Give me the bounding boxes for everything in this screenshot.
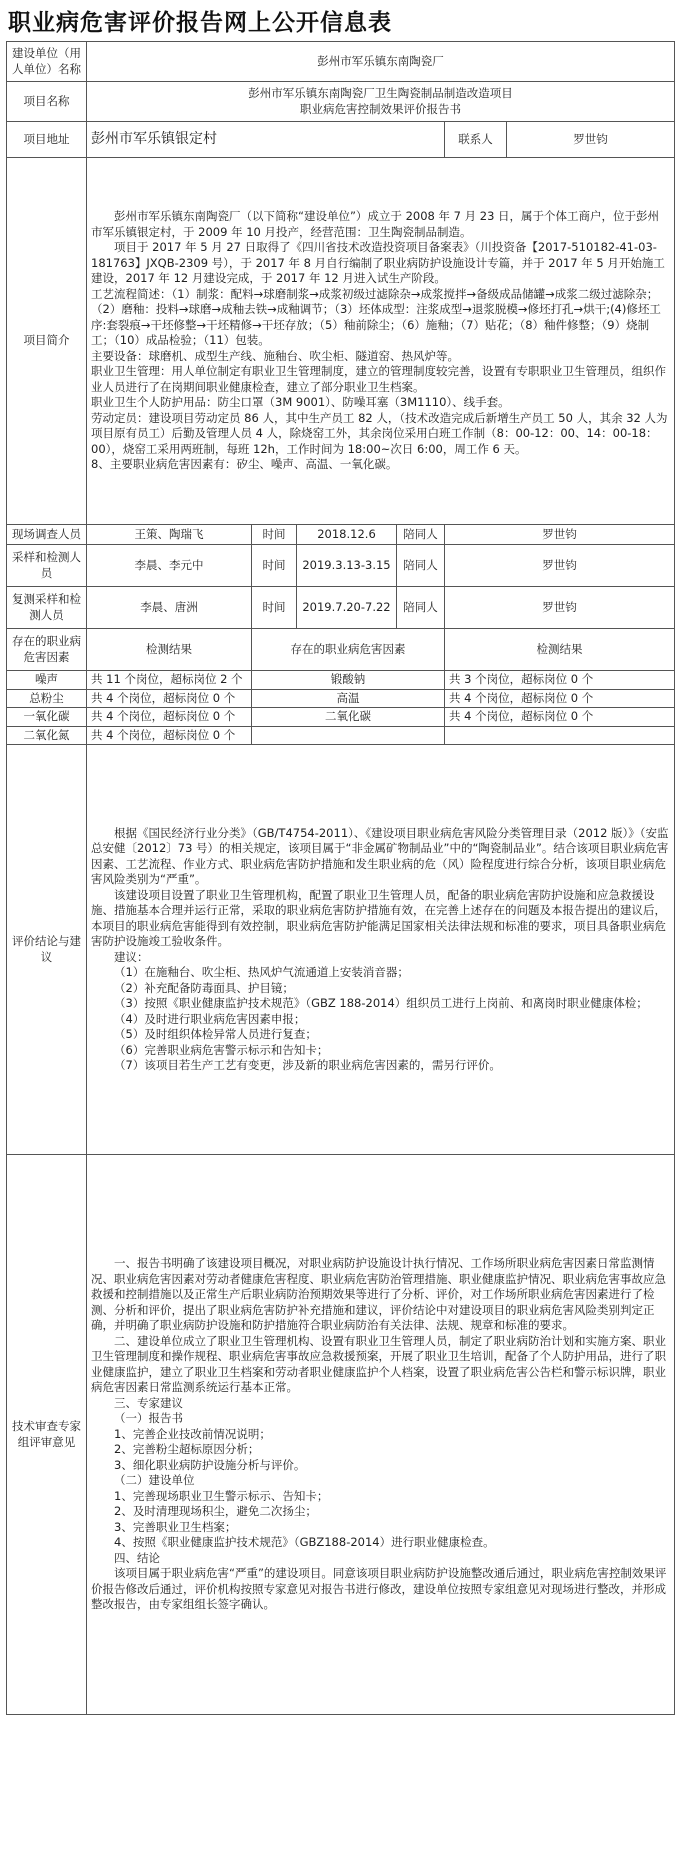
hazard-result: 共 4 个岗位，超标岗位 0 个: [445, 689, 675, 708]
sampling-escort: 罗世钧: [445, 545, 675, 587]
conclusion-paragraph: 根据《国民经济行业分类》（GB/T4754-2011）、《建设项目职业病危害风险分类管理目录（2012 版）》（安监总安健〔2012〕73 号）的相关规定，该项目属于“非金属矿物制品业”中的“陶瓷制品业”。结合该项目职业病危害因素、工艺流程、作业方式、职业病危害防护措施和发生职业病的危（风）险程度进行综合分析，该项目职业病危害风险类别为“严重”。: [91, 825, 669, 886]
project-brief: [87, 158, 675, 525]
unit-name: 彭州市军乐镇东南陶瓷厂: [87, 42, 675, 82]
review-paragraph: 2、完善粉尘超标原因分析；: [114, 1442, 260, 1457]
hazard-factor: 一氧化碳: [7, 708, 87, 727]
hazard-row: [7, 708, 675, 727]
label-survey: 现场调查人员: [7, 525, 87, 545]
conclusion-paragraph: 该建设项目设置了职业卫生管理机构，配置了职业卫生管理人员，配备的职业病危害防护设施和应急救援设施、措施基本合理并运行正常，采取的职业病危害防护措施有效，在完善上述存在的问题及本报告提出的建议后，本项目的职业病危害能得到有效控制，职业病危害防护能满足国家相关法律法规和标准的要求，项目具备职业病危害防护设施竣工验收条件。: [91, 887, 666, 948]
brief-paragraph: 职业卫生管理：用人单位制定有职业卫生管理制度，建立的管理制度较完善，设置有专职职业卫生管理员，组织作业人员进行了在岗期间职业健康检查，建立了部分职业卫生档案。: [91, 364, 666, 394]
survey-escort: 罗世钧: [445, 525, 675, 545]
resampling-people: 李晨、唐洲: [87, 587, 252, 629]
project-address: 彭州市军乐镇银定村: [87, 122, 445, 158]
hazard-result: 共 4 个岗位，超标岗位 0 个: [87, 708, 252, 727]
review-paragraph: 该项目属于职业病危害“严重”的建设项目。同意该项目职业病防护设施整改通后通过，职业病危害控制效果评价报告修改后通过，评价机构按照专家意见对报告书进行修改，建设单位按照专家组意见对现场进行整改，并形成整改报告，由专家组组长签字确认。: [91, 1566, 667, 1612]
label-review: 技术审查专家组评审意见: [7, 1155, 87, 1715]
page-title: 职业病危害评价报告网上公开信息表: [8, 10, 392, 36]
review-paragraph: 4、按照《职业健康监护技术规范》（GBZ188-2014）进行职业健康检查。: [114, 1535, 495, 1550]
hazard-result: 共 4 个岗位，超标岗位 0 个: [87, 689, 252, 708]
project-name-line-2: 职业病危害控制效果评价报告书: [300, 101, 462, 116]
label-contact: 联系人: [445, 122, 507, 158]
row-unit: [7, 42, 675, 82]
review-paragraph: 3、细化职业病防护设施分析与评价。: [114, 1457, 306, 1472]
hazard-result: 共 3 个岗位，超标岗位 0 个: [445, 671, 675, 690]
project-name: [87, 82, 675, 122]
hazard-factor: 锻酸钠: [252, 671, 445, 690]
sampling-time: 2019.3.13-3.15: [297, 545, 397, 587]
conclusion-item: （1）在施釉台、吹尘柜、热风炉气流通道上安装消音器；: [114, 965, 409, 979]
survey-time-label: 时间: [252, 525, 297, 545]
project-name-line-1: 彭州市军乐镇东南陶瓷厂卫生陶瓷制品制造改造项目: [248, 86, 513, 100]
label-results-2: 检测结果: [445, 629, 675, 671]
label-hazards-2: 存在的职业病危害因素: [252, 629, 445, 671]
hazard-row: [7, 671, 675, 690]
review-paragraph: 四、结论: [114, 1550, 160, 1565]
label-project-name: 项目名称: [7, 82, 87, 122]
row-sampling: [7, 545, 675, 587]
label-address: 项目地址: [7, 122, 87, 158]
evaluation-conclusion: [87, 745, 675, 1155]
label-conclusion: 评价结论与建议: [7, 745, 87, 1155]
row-brief: [7, 158, 675, 525]
expert-review: [87, 1155, 675, 1715]
hazard-factor: 总粉尘: [7, 689, 87, 708]
brief-paragraph: 工艺流程简述：（1）制浆：配料→球磨制浆→成浆初级过滤除杂→成浆搅拌→备级成品储罐→成浆二级过滤除杂；（2）磨釉：投料→球磨→成釉去铁→成釉调节；（3）坯体成型：注浆成型→退浆脱模→修坯打孔→烘干;(4)修坯工序:套裂痕→干坯修整→干坯精修→干坯存放；（5）釉前除尘；（6）施釉；（7）贴花；（8）釉件修整；（9）烧制工；（10）成品检验；（11）包装。: [91, 286, 661, 348]
hazard-result: 共 4 个岗位，超标岗位 0 个: [87, 726, 252, 745]
label-sampling: 采样和检测人员: [7, 545, 87, 587]
hazard-factor: [252, 726, 445, 745]
row-address: [7, 122, 675, 158]
review-paragraph: 二、建设单位成立了职业卫生管理机构、设置有职业卫生管理人员，制定了职业病防治计划和实施方案、职业卫生管理制度和操作规程、职业病危害事故应急救援预案，开展了职业卫生培训，配备了个人防护用品，进行了职业健康监护，建立了职业卫生档案和劳动者职业健康监护个人档案，设置了职业病危害公告栏和警示标识牌，职业病危害因素日常监测系统运行基本正常。: [91, 1333, 666, 1395]
hazard-row: [7, 689, 675, 708]
hazard-factor: 二氧化氮: [7, 726, 87, 745]
review-paragraph: （一）报告书: [114, 1411, 183, 1426]
conclusion-item: （5）及时组织体检异常人员进行复查；: [114, 1027, 317, 1041]
review-paragraph: （二）建设单位: [114, 1473, 195, 1488]
info-table: [6, 41, 675, 1715]
conclusion-item: （6）完善职业病危害警示标示和告知卡；: [114, 1042, 329, 1057]
conclusion-item: （2）补充配备防毒面具、护目镜；: [114, 980, 294, 995]
hazard-result: 共 11 个岗位，超标岗位 2 个: [87, 671, 252, 690]
survey-people: 王策、陶瑞飞: [87, 525, 252, 545]
hazard-result: 共 4 个岗位，超标岗位 0 个: [445, 708, 675, 727]
sampling-time-label: 时间: [252, 545, 297, 587]
review-paragraph: 一、报告书明确了该建设项目概况，对职业病防护设施设计执行情况、工作场所职业病危害因素日常监测情况、职业病危害因素对劳动者健康危害程度、职业病危害防治管理措施、职业健康监护情况、职业病危害事故应急救援和控制措施以及正常生产后职业病防治预期效果等进行了分析、评价，对工作场所职业病危害因素进行了检测、分析和评价，提出了职业病危害防护补充措施和建议，评价结论中对建设项目的职业病危害风险类别判定正确，并明确了职业病防护设施和防护措施符合职业病防治有关法律、法规、规章和标准的要求。: [91, 1256, 666, 1333]
hazard-result: [445, 726, 675, 745]
label-hazards-1: 存在的职业病危害因素: [7, 629, 87, 671]
brief-paragraph: 劳动定员：建设项目劳动定员 86 人，其中生产员工 82 人，（技术改造完成后新增生产员工 50 人，其余 32 人为项目原有员工）后勤及管理人员 4 人，除烧窑工外，其余岗位采用白班工作制（8：00-12：00、14：00-18：00），烧窑工采用两班制，每班 12h，工作时间为 18:00~次日 6:00，周工作 6 天。: [91, 410, 668, 456]
hazard-factor: 高温: [252, 689, 445, 708]
hazard-factor: 噪声: [7, 671, 87, 690]
brief-paragraph: 职业卫生个人防护用品：防尘口罩（3M 9001）、防噪耳塞（3M1110）、线手套。: [91, 395, 510, 410]
label-results-1: 检测结果: [87, 629, 252, 671]
survey-escort-label: 陪同人: [397, 525, 445, 545]
row-project-name: [7, 82, 675, 122]
review-paragraph: 三、专家建议: [114, 1395, 183, 1410]
conclusion-paragraph: 建议：: [114, 949, 149, 964]
label-resampling: 复测采样和检测人员: [7, 587, 87, 629]
review-paragraph: 1、完善现场职业卫生警示标示、告知卡；: [114, 1488, 329, 1503]
hazard-row: [7, 726, 675, 745]
resampling-escort: 罗世钧: [445, 587, 675, 629]
brief-paragraph: 项目于 2017 年 5 月 27 日取得了《四川省技术改造投资项目备案表》（川投资备【2017-510182-41-03-181763】JXQB-2309 号），于 2017 年 8 月自行编制了职业病防护设施设计专篇，并于 2017 年 5 月开始施工建设，2017 年 12 月建设完成，于 2017 年 12 月进入试生产阶段。: [91, 240, 665, 286]
row-resampling: [7, 587, 675, 629]
review-paragraph: 3、完善职业卫生档案；: [114, 1519, 237, 1534]
resampling-time-label: 时间: [252, 587, 297, 629]
label-brief: 项目简介: [7, 158, 87, 525]
resampling-time: 2019.7.20-7.22: [297, 587, 397, 629]
hazard-factor: 二氧化碳: [252, 708, 445, 727]
row-review: [7, 1155, 675, 1715]
conclusion-item: （4）及时进行职业病危害因素申报；: [114, 1011, 306, 1026]
row-conclusion: [7, 745, 675, 1155]
conclusion-item: （3）按照《职业健康监护技术规范》（GBZ 188-2014）组织员工进行上岗前、和离岗时职业健康体检；: [114, 996, 648, 1010]
brief-paragraph: 8、主要职业病危害因素有：矽尘、噪声、高温、一氧化碳。: [91, 457, 398, 472]
sampling-people: 李晨、李元中: [87, 545, 252, 587]
brief-paragraph: 主要设备：球磨机、成型生产线、施釉台、吹尘柜、隧道窑、热风炉等。: [91, 348, 459, 363]
review-paragraph: 2、及时清理现场积尘，避免二次扬尘；: [114, 1504, 317, 1519]
row-survey: [7, 525, 675, 545]
sampling-escort-label: 陪同人: [397, 545, 445, 587]
resampling-escort-label: 陪同人: [397, 587, 445, 629]
review-paragraph: 1、完善企业技改前情况说明；: [114, 1426, 271, 1441]
survey-time: 2018.12.6: [297, 525, 397, 545]
row-hazard-header: [7, 629, 675, 671]
contact-person: 罗世钧: [507, 122, 675, 158]
conclusion-item: （7）该项目若生产工艺有变更，涉及新的职业病危害因素的，需另行评价。: [114, 1058, 501, 1072]
label-unit: 建设单位（用人单位）名称: [7, 42, 87, 82]
brief-paragraph: 彭州市军乐镇东南陶瓷厂（以下简称“建设单位”）成立于 2008 年 7 月 23 日，属于个体工商户，位于彭州市军乐镇银定村，于 2009 年 10 月投产，经营范围：卫生陶瓷制品制造。: [91, 209, 660, 239]
